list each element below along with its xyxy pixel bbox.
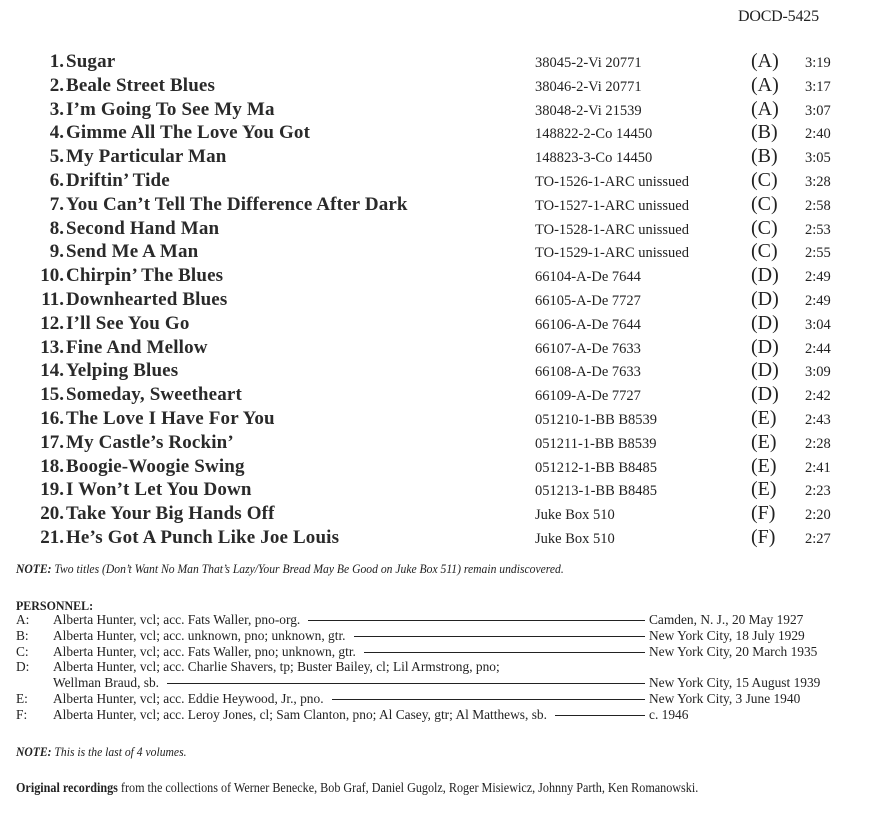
matrix-number: 66107-A-De 7633 <box>535 340 641 357</box>
track-duration: 3:07 <box>805 102 831 119</box>
track-row <box>0 50 882 74</box>
matrix-number: 38048-2-Vi 21539 <box>535 102 642 119</box>
track-number: 6. <box>49 169 64 191</box>
track-list <box>0 50 882 550</box>
session-letter: (D) <box>751 264 779 287</box>
session-letter: (B) <box>751 145 778 168</box>
matrix-number: TO-1528-1-ARC unissued <box>535 221 689 238</box>
session-letter: (A) <box>751 97 779 120</box>
personnel-text: Alberta Hunter, vcl; acc. Leroy Jones, cl; Sam Clanton, pno; Al Casey, gtr; Al Matthews, sb. <box>53 706 547 722</box>
matrix-number: 66108-A-De 7633 <box>535 364 641 381</box>
note-volumes <box>16 745 187 760</box>
personnel-list <box>16 612 856 723</box>
matrix-number: TO-1527-1-ARC unissued <box>535 197 689 214</box>
note-label: NOTE: <box>16 562 52 576</box>
session-letter: (E) <box>751 406 777 429</box>
track-number: 17. <box>40 431 64 453</box>
matrix-number: TO-1529-1-ARC unissued <box>535 245 689 262</box>
session-letter: E: <box>16 690 28 706</box>
track-row <box>0 407 882 431</box>
matrix-number: TO-1526-1-ARC unissued <box>535 173 689 190</box>
track-number: 9. <box>49 241 64 263</box>
track-row <box>0 288 882 312</box>
track-duration: 2:42 <box>805 388 831 405</box>
track-duration: 2:49 <box>805 292 831 309</box>
track-title: Gimme All The Love You Got <box>66 122 311 144</box>
leader-rule <box>332 699 645 700</box>
track-title: Second Hand Man <box>66 217 220 239</box>
track-number: 10. <box>40 265 64 287</box>
track-number: 14. <box>40 360 64 382</box>
personnel-row <box>16 644 856 660</box>
track-title: Boogie-Woogie Swing <box>66 455 245 477</box>
session-letter: (D) <box>751 383 779 406</box>
track-number: 11. <box>41 288 64 310</box>
session-letter: F: <box>16 706 28 722</box>
session-letter: (D) <box>751 359 779 382</box>
track-duration: 3:28 <box>805 173 831 190</box>
personnel-text: Alberta Hunter, vcl; acc. Fats Waller, pno; unknown, gtr. <box>53 643 356 659</box>
track-row <box>0 336 882 360</box>
personnel-text: Alberta Hunter, vcl; acc. Eddie Heywood, Jr., pno. <box>53 690 324 706</box>
matrix-number: 38046-2-Vi 20771 <box>535 78 642 95</box>
matrix-number: Juke Box 510 <box>535 530 615 547</box>
track-duration: 2:55 <box>805 245 831 262</box>
session-letter: (D) <box>751 287 779 310</box>
track-row <box>0 478 882 502</box>
session-place-date: c. 1946 <box>649 706 689 722</box>
leader-rule <box>308 620 645 621</box>
track-row <box>0 383 882 407</box>
session-letter: (E) <box>751 430 777 453</box>
leader-rule <box>364 652 645 653</box>
track-title: My Particular Man <box>66 146 227 168</box>
track-title: Downhearted Blues <box>66 288 228 310</box>
matrix-number: 66106-A-De 7644 <box>535 316 641 333</box>
session-letter: A: <box>16 612 30 627</box>
note-text: Two titles (Don’t Want No Man That’s Lazy/Your Bread May Be Good on Juke Box 511) remain undiscovered. <box>51 562 564 576</box>
track-duration: 3:19 <box>805 55 831 71</box>
track-title: Someday, Sweetheart <box>66 384 242 406</box>
personnel-text: Alberta Hunter, vcl; acc. Charlie Shavers, tp; Buster Bailey, cl; Lil Armstrong, pno; <box>53 659 500 675</box>
track-duration: 2:27 <box>805 530 831 547</box>
session-letter: (B) <box>751 121 778 144</box>
track-number: 3. <box>49 98 64 120</box>
personnel-row <box>16 707 856 723</box>
matrix-number: 051212-1-BB B8485 <box>535 459 658 476</box>
track-number: 20. <box>40 503 64 525</box>
track-duration: 3:09 <box>805 364 831 381</box>
matrix-number: 38045-2-Vi 20771 <box>535 55 642 71</box>
track-number: 19. <box>40 479 64 501</box>
track-number: 16. <box>40 407 64 429</box>
session-letter: B: <box>16 627 29 643</box>
track-row <box>0 98 882 122</box>
personnel-row <box>16 612 856 628</box>
matrix-number: 66109-A-De 7727 <box>535 388 641 405</box>
track-title: Take Your Big Hands Off <box>66 503 275 525</box>
track-duration: 2:58 <box>805 197 831 214</box>
track-duration: 2:43 <box>805 411 831 428</box>
track-row <box>0 193 882 217</box>
matrix-number: 051211-1-BB B8539 <box>535 435 657 452</box>
track-row <box>0 121 882 145</box>
session-letter: (D) <box>751 311 779 334</box>
session-letter: C: <box>16 643 29 659</box>
track-number: 8. <box>49 217 64 239</box>
session-letter: (A) <box>751 73 779 96</box>
matrix-number: 051210-1-BB B8539 <box>535 411 658 428</box>
track-row <box>0 455 882 479</box>
leader-rule <box>167 683 645 684</box>
track-row <box>0 169 882 193</box>
session-letter: (C) <box>751 216 778 239</box>
session-letter: (C) <box>751 240 778 263</box>
matrix-number: 66104-A-De 7644 <box>535 269 641 286</box>
track-row <box>0 74 882 98</box>
session-letter: (C) <box>751 192 778 215</box>
track-title: Driftin’ Tide <box>66 169 170 191</box>
track-title: My Castle’s Rockin’ <box>66 431 234 453</box>
personnel-row <box>16 675 856 691</box>
track-number: 12. <box>40 312 64 334</box>
track-title: Send Me A Man <box>66 241 199 263</box>
track-row <box>0 312 882 336</box>
personnel-text: Alberta Hunter, vcl; acc. Fats Waller, pno-org. <box>53 612 301 627</box>
personnel-row <box>16 628 856 644</box>
catalog-number: DOCD-5425 <box>738 8 819 25</box>
personnel-row <box>16 659 856 675</box>
leader-rule <box>555 715 645 716</box>
track-duration: 2:41 <box>805 459 831 476</box>
matrix-number: 148823-3-Co 14450 <box>535 150 653 167</box>
track-title: Beale Street Blues <box>66 74 216 96</box>
track-number: 15. <box>40 384 64 406</box>
note-label: NOTE: <box>16 745 52 759</box>
credits-text: from the collections of Werner Benecke, Bob Graf, Daniel Gugolz, Roger Misiewicz, Johnny Parth, Ken Romanowski. <box>117 780 699 795</box>
session-place-date: New York City, 3 June 1940 <box>649 690 801 706</box>
track-duration: 2:23 <box>805 483 831 500</box>
personnel-text: Alberta Hunter, vcl; acc. unknown, pno; unknown, gtr. <box>53 627 346 643</box>
personnel-text: Wellman Braud, sb. <box>53 675 160 691</box>
track-row <box>0 145 882 169</box>
track-duration: 2:28 <box>805 435 831 452</box>
track-number: 1. <box>49 51 64 72</box>
session-letter: D: <box>16 659 30 675</box>
track-row <box>0 431 882 455</box>
track-title: He’s Got A Punch Like Joe Louis <box>66 526 340 548</box>
matrix-number: 148822-2-Co 14450 <box>535 126 653 143</box>
track-title: Yelping Blues <box>66 360 179 382</box>
personnel-row <box>16 691 856 707</box>
track-duration: 3:17 <box>805 78 831 95</box>
track-number: 7. <box>49 193 64 215</box>
track-title: Sugar <box>66 51 116 72</box>
track-duration: 2:53 <box>805 221 831 238</box>
session-letter: (A) <box>751 50 779 72</box>
track-duration: 3:05 <box>805 150 831 167</box>
track-duration: 3:04 <box>805 316 831 333</box>
note-undiscovered <box>16 562 564 577</box>
track-number: 18. <box>40 455 64 477</box>
track-duration: 2:49 <box>805 269 831 286</box>
session-letter: (D) <box>751 335 779 358</box>
matrix-number: 66105-A-De 7727 <box>535 292 641 309</box>
track-row <box>0 502 882 526</box>
session-place-date: New York City, 18 July 1929 <box>649 627 805 643</box>
track-duration: 2:20 <box>805 507 831 524</box>
track-row <box>0 264 882 288</box>
matrix-number: Juke Box 510 <box>535 507 615 524</box>
track-number: 4. <box>49 122 64 144</box>
track-duration: 2:44 <box>805 340 831 357</box>
track-title: I’m Going To See My Ma <box>66 98 275 120</box>
session-letter: (C) <box>751 168 778 191</box>
track-row <box>0 526 882 550</box>
track-number: 13. <box>40 336 64 358</box>
credits-label: Original recordings <box>16 780 118 795</box>
track-number: 21. <box>40 526 64 548</box>
track-title: I Won’t Let You Down <box>66 479 252 501</box>
track-row <box>0 359 882 383</box>
track-row <box>0 217 882 241</box>
track-title: Chirpin’ The Blues <box>66 265 224 287</box>
session-letter: (E) <box>751 454 777 477</box>
track-number: 5. <box>49 146 64 168</box>
personnel-heading: PERSONNEL: <box>16 598 94 613</box>
track-title: You Can’t Tell The Difference After Dark <box>66 193 408 215</box>
session-letter: (E) <box>751 478 777 501</box>
recording-credits <box>16 778 807 797</box>
track-row <box>0 240 882 264</box>
session-place-date: Camden, N. J., 20 May 1927 <box>649 612 804 627</box>
track-title: Fine And Mellow <box>66 336 208 358</box>
track-title: I’ll See You Go <box>66 312 190 334</box>
note-text: This is the last of 4 volumes. <box>51 745 187 759</box>
session-place-date: New York City, 15 August 1939 <box>649 675 821 691</box>
session-letter: (F) <box>751 525 776 548</box>
track-duration: 2:40 <box>805 126 831 143</box>
session-letter: (F) <box>751 502 776 525</box>
session-place-date: New York City, 20 March 1935 <box>649 643 818 659</box>
matrix-number: 051213-1-BB B8485 <box>535 483 658 500</box>
track-title: The Love I Have For You <box>66 407 275 429</box>
track-number: 2. <box>49 74 64 96</box>
leader-rule <box>354 636 645 637</box>
